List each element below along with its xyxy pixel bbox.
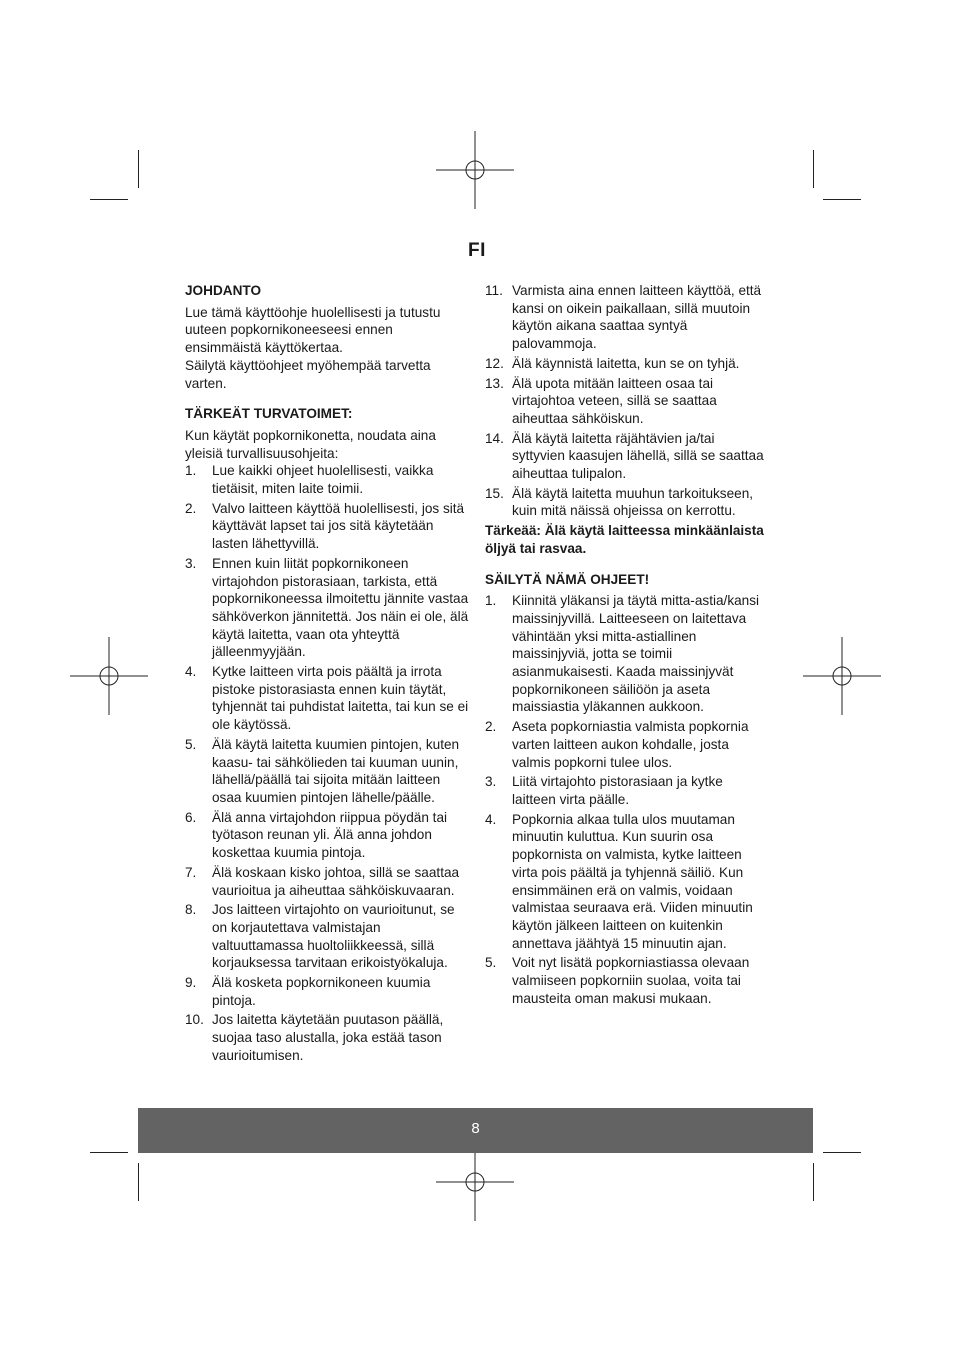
list-item xyxy=(485,718,770,771)
item-number: 3. xyxy=(485,774,497,790)
item-number: 9. xyxy=(185,975,197,991)
item-number: 6. xyxy=(185,809,197,825)
list-item xyxy=(185,663,470,734)
item-text: Ennen kuin liität popkornikoneen virtajohdon pistorasiaan, tarkista, että popkornikoneessa ilmoitettu jännite vastaa sähköverkon jännitettä. Jos näin ei ole, älä käytä laitetta, vaan ota yhteyttä jälleenmyyjään. xyxy=(212,555,469,660)
crop-mark xyxy=(90,199,128,200)
item-number: 4. xyxy=(485,811,497,827)
item-number: 8. xyxy=(185,902,197,918)
item-text: Valvo laitteen käyttöä huolellisesti, jos sitä käyttävät lapset tai jos sitä käytetään lasten lähettyvillä. xyxy=(212,500,465,552)
item-number: 13. xyxy=(485,375,504,391)
list-item xyxy=(485,592,770,716)
list-item xyxy=(185,500,470,553)
item-text: Liitä virtajohto pistorasiaan ja kytke laitteen virta päälle. xyxy=(512,774,723,807)
safety-intro: Kun käytät popkornikonetta, noudata aina yleisiä turvallisuusohjeita: xyxy=(185,427,436,461)
safety-list-continued xyxy=(485,282,770,520)
item-number: 5. xyxy=(185,736,197,752)
item-text: Varmista aina ennen laitteen käyttöä, että kansi on oikein paikallaan, sillä muutoin käytön aikana saattaa syntyä palovammoja. xyxy=(512,283,762,352)
item-text: Älä käytä laitetta räjähtävien ja/tai syttyvien kaasujen lähellä, sillä se saattaa aiheuttaa tulipalon. xyxy=(512,430,764,482)
list-item xyxy=(185,736,470,807)
item-text: Jos laitteen virtajohto on vaurioitunut, se on korjautettava valmistajan valtuuttamassa huoltoliikkeessä, sillä korjauksessa tarvitaan erikoistyökaluja. xyxy=(212,902,455,971)
item-number: 10. xyxy=(185,1012,204,1028)
item-number: 5. xyxy=(485,955,497,971)
item-text: Älä upota mitään laitteen osaa tai virtajohtoa veteen, sillä se saattaa aiheuttaa sähköiskun. xyxy=(512,375,717,426)
list-item xyxy=(485,355,770,373)
language-code: FI xyxy=(468,240,486,261)
item-number: 12. xyxy=(485,355,504,371)
registration-mark-icon xyxy=(436,1143,514,1221)
crop-mark xyxy=(138,1163,139,1201)
list-item xyxy=(185,974,470,1009)
item-number: 14. xyxy=(485,430,504,446)
crop-mark xyxy=(823,199,861,200)
item-number: 4. xyxy=(185,664,197,680)
list-item xyxy=(185,809,470,862)
list-item xyxy=(185,864,470,899)
list-item xyxy=(485,954,770,1007)
item-number: 1. xyxy=(185,463,197,479)
registration-mark-icon xyxy=(70,637,148,715)
safety-heading: TÄRKEÄT TURVATOIMET: xyxy=(185,406,353,422)
crop-mark xyxy=(813,150,814,188)
crop-mark xyxy=(138,150,139,188)
instructions-heading: SÄILYTÄ NÄMÄ OHJEET! xyxy=(485,571,650,587)
instructions-list xyxy=(485,592,770,1007)
item-number: 7. xyxy=(185,864,197,880)
safety-list xyxy=(185,462,470,1064)
registration-mark-icon xyxy=(436,131,514,209)
item-number: 2. xyxy=(185,500,197,516)
right-column xyxy=(485,282,770,1009)
list-item xyxy=(485,375,770,428)
crop-mark xyxy=(813,1163,814,1201)
item-text: Aseta popkorniastia valmista popkornia varten laitteen aukon kohdalle, josta valmis popkorni tulee ulos. xyxy=(512,719,749,770)
crop-mark xyxy=(823,1152,861,1153)
item-text: Jos laitetta käytetään puutason päällä, suojaa taso alustalla, joka estää tason vaurioitumisen. xyxy=(212,1012,444,1063)
list-item xyxy=(185,462,470,497)
item-text: Lue kaikki ohjeet huolellisesti, vaikka tietäisit, miten laite toimii. xyxy=(212,463,434,497)
important-note: Tärkeää: Älä käytä laitteessa minkäänlaista öljyä tai rasvaa. xyxy=(485,523,764,556)
intro-heading: JOHDANTO xyxy=(185,283,262,298)
list-item xyxy=(485,282,770,353)
left-column xyxy=(185,282,470,1067)
item-number: 1. xyxy=(485,593,497,609)
list-item xyxy=(485,485,770,520)
item-number: 11. xyxy=(485,283,503,298)
crop-mark xyxy=(90,1152,128,1153)
list-item xyxy=(485,430,770,483)
item-text: Älä anna virtajohdon riippua pöydän tai työtason reunan yli. Älä anna johdon koskettaa kuumia pintoja. xyxy=(212,809,448,861)
list-item xyxy=(185,555,470,661)
intro-paragraph: Lue tämä käyttöohje huolellisesti ja tutustu uuteen popkornikoneeseesi ennen ensimmäistä käyttökertaa. xyxy=(185,304,441,356)
item-number: 2. xyxy=(485,719,497,735)
footer-bar xyxy=(138,1108,813,1153)
item-text: Älä käytä laitetta kuumien pintojen, kuten kaasu- tai sähkölieden tai kuuman uunin, lähellä/päällä tai sijoita mitään laitteen osaa kuumien pintojen lähelle/päälle. xyxy=(212,736,460,805)
item-text: Älä koskaan kisko johtoa, sillä se saattaa vaurioitua ja aiheuttaa sähköiskuvaaran. xyxy=(212,864,460,898)
item-text: Kytke laitteen virta pois päältä ja irrota pistoke pistorasiasta ennen kuin täytät, tyhjennät tai puhdistat laitetta, tai kun se ei ole käytössä. xyxy=(212,664,469,733)
item-text: Älä kosketa popkornikoneen kuumia pintoja. xyxy=(212,975,431,1008)
list-item xyxy=(485,773,770,808)
item-text: Voit nyt lisätä popkorniastiassa olevaan valmiiseen popkorniin suolaa, voita tai mausteita oman makusi mukaan. xyxy=(512,955,750,1006)
item-number: 15. xyxy=(485,485,504,501)
intro-paragraph: Säilytä käyttöohjeet myöhempää tarvetta varten. xyxy=(185,357,431,391)
list-item xyxy=(185,901,470,972)
registration-mark-icon xyxy=(803,637,881,715)
item-text: Älä käynnistä laitetta, kun se on tyhjä. xyxy=(512,355,740,371)
item-text: Kiinnitä yläkansi ja täytä mitta-astia/kansi maissinjyvillä. Laitteeseen on laitettava vähintään yksi mitta-astiallinen maissinjyviä, jotta se toimii asianmukaisesti. Kaada maissinjyvät popkornikoneen säiliöön ja aseta maissiastia yläkannen aukkoon. xyxy=(512,593,760,715)
item-number: 3. xyxy=(185,555,197,571)
list-item xyxy=(485,811,770,953)
item-text: Älä käytä laitetta muuhun tarkoitukseen, kuin mitä näissä ohjeissa on kerrottu. xyxy=(512,485,754,519)
page-number: 8 xyxy=(471,1120,480,1137)
item-text: Popkornia alkaa tulla ulos muutaman minuutin kuluttua. Kun suurin osa popkornista on valmista, kytke laitteen virta pois päältä ja tyhjennä säiliö. Kun ensimmäinen erä on valmis, voidaan valmistaa seuraava erä. Viiden minuutin käytön jälkeen laitteen on kuitenkin annettava jäähtyä 15 minuutin ajan. xyxy=(512,811,753,951)
list-item xyxy=(185,1011,470,1064)
